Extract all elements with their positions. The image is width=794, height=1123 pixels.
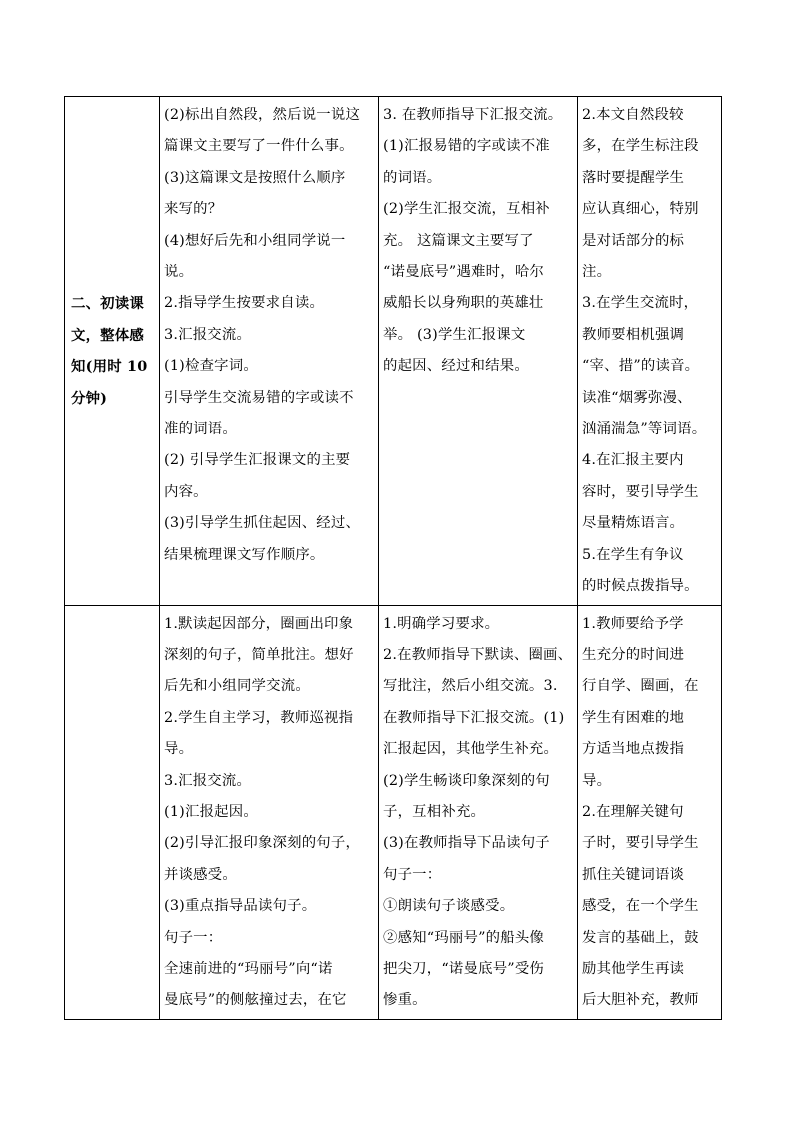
text-line: 全速前进的“玛丽号”向“诺 — [164, 960, 333, 977]
text-line: 2.在理解关键句 — [582, 803, 684, 820]
text-line: 5.在学生有争议 — [582, 546, 684, 563]
stage-cell — [65, 97, 160, 606]
text-line: 篇课文主要写了一件什么事。 — [164, 138, 354, 155]
text-line: 读准“烟雾弥漫、 — [582, 389, 692, 406]
text-line: 3.汇报交流。 — [164, 772, 252, 789]
text-line: 句子一： — [164, 929, 223, 946]
text-line: 发言的基础上，鼓 — [582, 929, 699, 946]
text-line: 举。 (3)学生汇报课文 — [383, 326, 526, 343]
text-line: 说。 — [164, 264, 194, 281]
text-line: ②感知“玛丽号”的船头像 — [383, 929, 545, 946]
text-line: 来写的？ — [164, 201, 223, 218]
text-line: 容时，要引导学生 — [582, 483, 699, 500]
text-line: 后大胆补充，教师 — [582, 992, 699, 1009]
text-line: 学生有困难的地 — [582, 709, 685, 726]
text-line: “诺曼底号”遇难时，哈尔 — [383, 264, 545, 281]
text-line: 2.学生自主学习，教师巡视指 — [164, 709, 354, 726]
text-line: 励其他学生再读 — [582, 960, 685, 977]
text-line: 子时，要引导学生 — [582, 835, 699, 852]
text-line: (2)学生畅谈印象深刻的句 — [383, 772, 550, 789]
text-line: 导。 — [582, 772, 612, 789]
text-line: 后先和小组同学交流。 — [164, 678, 310, 695]
text-line: 3.汇报交流。 — [164, 326, 252, 343]
text-line: 2.指导学生按要求自读。 — [164, 295, 325, 312]
text-line: 2.本文自然段较 — [582, 107, 684, 123]
text-line: (4)想好后先和小组同学说一 — [164, 232, 346, 249]
text-line: 应认真细心，特别 — [582, 201, 699, 218]
text-line: 分钟) — [71, 389, 108, 407]
text-line: (3)这篇课文是按照什么顺序 — [164, 169, 346, 186]
text-line: ①朗读句子谈感受。 — [383, 898, 515, 915]
text-line: 抓住关键词语谈 — [582, 866, 685, 883]
student-activity-cell — [379, 605, 578, 1019]
text-line: 曼底号”的侧舷撞过去，在它 — [164, 992, 347, 1009]
text-line: 汇报起因，其他学生补充。 — [383, 741, 559, 758]
text-line: 感受，在一个学生 — [582, 898, 699, 915]
text-line: 引导学生交流易错的字或读不 — [164, 389, 354, 406]
text-line: “宰、措”的读音。 — [582, 358, 700, 375]
text-line: 内容。 — [164, 483, 208, 500]
text-line: 尽量精炼语言。 — [582, 515, 685, 532]
text-line: 文，整体感 — [71, 326, 144, 344]
text-line: 并谈感受。 — [164, 866, 237, 883]
text-line: 多，在学生标注段 — [582, 138, 699, 155]
text-line: 注。 — [582, 264, 612, 281]
design-notes-cell — [578, 605, 722, 1019]
text-line: 惨重。 — [383, 992, 427, 1009]
text-line: (3)重点指导品读句子。 — [164, 898, 317, 915]
design-notes-cell — [578, 97, 722, 606]
text-line: 写批注，然后小组交流。3. — [383, 678, 558, 695]
text-line: 句子一： — [383, 866, 442, 883]
text-line: 的词语。 — [383, 169, 442, 186]
text-line: 汹涌湍急”等词语。 — [582, 421, 707, 438]
text-line: 教师要相机强调 — [582, 326, 685, 343]
text-line: 的起因、经过和结果。 — [383, 358, 529, 375]
teacher-activity-cell — [160, 605, 379, 1019]
lesson-plan-table — [64, 96, 722, 1020]
text-line: 知(用时 10 — [71, 358, 148, 376]
text-line: 1.默读起因部分，圈画出印象 — [164, 615, 354, 632]
text-line: (1)汇报起因。 — [164, 803, 258, 820]
text-line: 导。 — [164, 741, 194, 758]
text-line: (1)检查字词。 — [164, 358, 258, 375]
text-line: 生充分的时间进 — [582, 646, 685, 663]
table-row — [65, 605, 722, 1019]
text-line: 威船长以身殉职的英雄壮 — [383, 295, 544, 312]
text-line: (3)在教师指导下品读句子 — [383, 835, 550, 852]
text-line: 的时候点拨指导。 — [582, 578, 699, 595]
text-line: 2.在教师指导下默读、圈画、 — [383, 646, 573, 663]
text-line: 二、初读课 — [71, 295, 144, 313]
text-line: 充。 这篇课文主要写了 — [383, 232, 534, 249]
text-line: (1)汇报易错的字或读不准 — [383, 138, 550, 155]
text-line: 1.教师要给予学 — [582, 615, 684, 632]
text-line: 行自学、圈画，在 — [582, 678, 699, 695]
text-line: 4.在汇报主要内 — [582, 452, 684, 469]
teacher-activity-cell — [160, 97, 379, 606]
text-line: 准的词语。 — [164, 421, 237, 438]
text-line: 3.在学生交流时， — [582, 295, 699, 312]
text-line: (2)学生汇报交流，互相补 — [383, 201, 550, 218]
text-line: (3)引导学生抓住起因、经过、 — [164, 515, 361, 532]
text-line: 3. 在教师指导下汇报交流。 — [383, 107, 563, 123]
text-line: 落时要提醒学生 — [582, 169, 685, 186]
text-line: 子，互相补充。 — [383, 803, 486, 820]
text-line: 把尖刀，“诺曼底号”受伤 — [383, 960, 545, 977]
text-line: 方适当地点拨指 — [582, 741, 685, 758]
text-line: (2)引导汇报印象深刻的句子， — [164, 835, 361, 852]
stage-cell — [65, 605, 160, 1019]
table-row — [65, 97, 722, 606]
student-activity-cell — [379, 97, 578, 606]
text-line: 1.明确学习要求。 — [383, 615, 500, 632]
text-line: 是对话部分的标 — [582, 232, 685, 249]
text-line: (2) 引导学生汇报课文的主要 — [164, 452, 351, 469]
text-line: 在教师指导下汇报交流。(1) — [383, 709, 565, 726]
text-line: (2)标出自然段，然后说一说这 — [164, 107, 361, 123]
text-line: 结果梳理课文写作顺序。 — [164, 546, 325, 563]
text-line: 深刻的句子，简单批注。想好 — [164, 646, 354, 663]
